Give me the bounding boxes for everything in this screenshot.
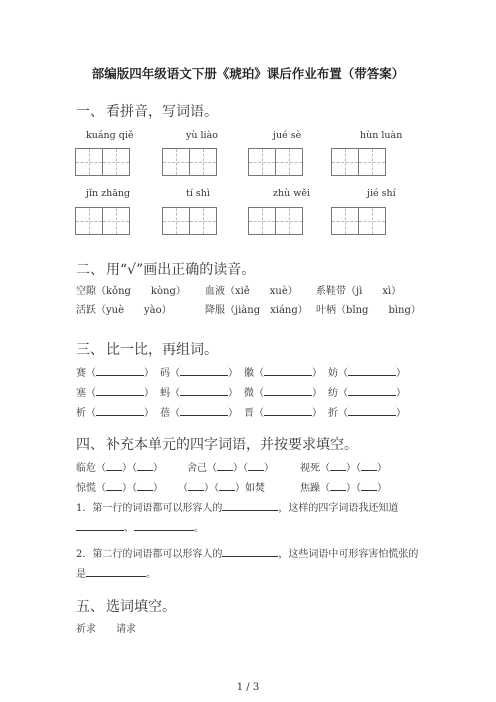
section-5-heading <box>76 596 176 616</box>
idiom-item[interactable]: 舍己（ ）（ ） <box>187 459 274 474</box>
compare-item[interactable]: 赛（ ） <box>76 364 154 379</box>
section-number: 四、 <box>76 437 104 453</box>
idiom-item[interactable]: 焦躁（ ）（ ） <box>300 479 387 494</box>
section-number: 二、 <box>76 262 104 278</box>
question-1-answers[interactable]: 、 。 <box>76 519 204 534</box>
section-text: 比一比，再组词。 <box>106 342 218 358</box>
pronunciation-item[interactable]: 活跃（yuè yào） <box>76 305 172 316</box>
char-grid[interactable] <box>331 148 386 176</box>
section-number: 三、 <box>76 342 104 358</box>
pronunciation-item[interactable]: 血液（xiě xuè） <box>205 286 298 297</box>
compare-item[interactable]: 蓓（ ） <box>160 404 238 419</box>
compare-item[interactable]: 析（ ） <box>76 404 154 419</box>
page-number: 1 / 3 <box>236 682 260 693</box>
section-number: 一、 <box>76 104 104 120</box>
pinyin-label: tí shì <box>186 188 210 199</box>
compare-item[interactable]: 晋（ ） <box>244 404 322 419</box>
question-2[interactable]: 2．第二行的词语都可以形容人的 ，这些词语中可形容害怕慌张的 <box>76 545 418 560</box>
pinyin-label: zhù wěi <box>273 188 311 199</box>
section-4-heading <box>76 434 358 454</box>
page-title: 部编版四年级语文下册《琥珀》课后作业布置（带答案） <box>91 66 405 81</box>
char-grid[interactable] <box>162 207 217 235</box>
pronunciation-item[interactable]: 系鞋带（jì xì） <box>316 286 402 297</box>
char-grid[interactable] <box>75 148 130 176</box>
char-grid[interactable] <box>248 148 303 176</box>
char-grid[interactable] <box>331 207 386 235</box>
compare-item[interactable]: 折（ ） <box>328 404 406 419</box>
section-3-heading <box>76 339 218 359</box>
section-1-heading <box>76 101 218 121</box>
idiom-item[interactable]: （ ）（ ）如焚 <box>178 479 265 494</box>
idiom-item[interactable]: 惊慌（ ）（ ） <box>76 479 163 494</box>
word-choice: 请求 <box>116 624 136 635</box>
compare-item[interactable]: 徽（ ） <box>244 364 322 379</box>
section-text: 用“√”画出正确的读音。 <box>106 262 256 278</box>
compare-item[interactable]: 码（ ） <box>160 364 238 379</box>
compare-item[interactable]: 纺（ ） <box>328 384 406 399</box>
pronunciation-item[interactable]: 空隙（kǒng kòng） <box>76 286 186 297</box>
section-2-heading <box>76 259 255 279</box>
idiom-item[interactable]: 临危（ ）（ ） <box>76 459 163 474</box>
pinyin-label: hùn luàn <box>360 130 403 141</box>
word-choice: 祈求 <box>76 624 96 635</box>
question-1[interactable]: 1．第一行的词语都可以形容人的 ，这样的四字词语我还知道 <box>76 499 398 514</box>
pronunciation-item[interactable]: 降服（jiàng xiáng） <box>205 305 308 316</box>
pinyin-label: jǐn zhāng <box>86 188 131 199</box>
section-text: 看拼音，写词语。 <box>106 104 218 120</box>
pinyin-label: jié shí <box>367 188 396 199</box>
pinyin-label: kuáng qiě <box>86 130 134 141</box>
word-choices <box>76 620 136 635</box>
char-grid[interactable] <box>248 207 303 235</box>
pinyin-label: yù liào <box>186 130 218 141</box>
char-grid[interactable] <box>75 207 130 235</box>
section-text: 选词填空。 <box>106 599 176 615</box>
pronunciation-item[interactable]: 叶柄（bǐng bìng） <box>316 305 421 316</box>
section-number: 五、 <box>76 599 104 615</box>
compare-item[interactable]: 塞（ ） <box>76 384 154 399</box>
section-text: 补充本单元的四字词语，并按要求填空。 <box>106 437 358 453</box>
compare-item[interactable]: 微（ ） <box>244 384 322 399</box>
compare-item[interactable]: 蚂（ ） <box>160 384 238 399</box>
pinyin-label: jué sè <box>273 130 302 141</box>
idiom-item[interactable]: 视死（ ）（ ） <box>300 459 387 474</box>
question-2-answers[interactable]: 是 。 <box>76 565 156 580</box>
compare-item[interactable]: 妨（ ） <box>328 364 406 379</box>
char-grid[interactable] <box>162 148 217 176</box>
